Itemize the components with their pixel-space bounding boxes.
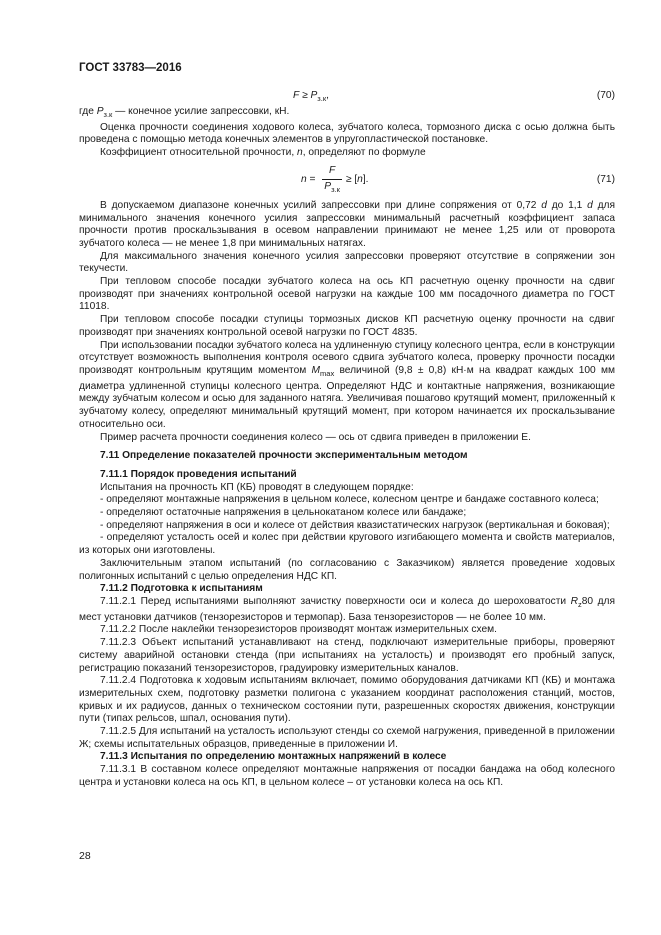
section-heading-7-11: 7.11 Определение показателей прочности экспериментальным методом xyxy=(100,450,468,462)
eq70-F: F xyxy=(293,90,300,101)
p3-b: до 1,1 xyxy=(546,199,588,211)
paragraph-12: 7.11.2.2 После наклейки тензорезисторов производят монтаж измерительных схем. xyxy=(100,624,498,636)
section-heading-7-11-1: 7.11.1 Порядок проведения испытаний xyxy=(100,468,297,480)
p7-b: величиной (9,8 ± 0,8) кН·м на квадрат каждых 100 мм диаметра удлиненной ступицы колесного центра. Определяют НДС и контактные напряжения, возникающие между зубчатым колесом и осью для заданного натяга. Увеличивая пошагово крутящий момент, приложенный к зубчатому колесу, определяют минимальный крутящий момент, при котором начинается их проскальзывание относительно оси. xyxy=(79,364,615,430)
eq70-sub: з.к xyxy=(317,94,327,104)
paragraph-10: Заключительным этапом испытаний (по согласованию с Заказчиком) является проведение ходовых полигонных испытаний с целью определения НДС КП. xyxy=(79,557,615,582)
list-item-3: - определяют напряжения в оси и колесе от действия квазистатических нагрузок (вертикальная и боковая); xyxy=(100,519,610,531)
paragraph-13: 7.11.2.3 Объект испытаний устанавливают на стенд, подключают измерительные приборы, проверяют систему аварийной остановки стенда (при испытаниях на усталость) и производят его пробный запуск, регистрацию показаний тензорезисторов, градуировку измерительных каналов. xyxy=(79,637,615,674)
formula-70 xyxy=(293,90,329,106)
paragraph-9: Испытания на прочность КП (КБ) проводят в следующем порядке: xyxy=(100,481,414,493)
eq71-fraction xyxy=(322,165,342,196)
where-sub: з.к xyxy=(103,110,113,120)
paragraph-1: Оценка прочности соединения ходового колеса, зубчатого колеса, тормозного диска с осью должна быть проведена с помощью метода конечных элементов в упругопластической постановке. xyxy=(79,121,615,146)
eq71-rhs: ≥ [ xyxy=(345,174,358,186)
p7-M: M xyxy=(311,364,321,376)
p2-a: Коэффициент относительной прочности, xyxy=(100,147,298,159)
paragraph-6: При тепловом способе посадки ступицы тормозных дисков КП расчетную оценку прочности на сдвиг производят при значениях контрольной осевой нагрузки по ГОСТ 4835. xyxy=(79,314,615,338)
list-item-4: - определяют усталость осей и колес при действии кругового изгибающего момента и свойств материалов, из которых они изготовлены. xyxy=(79,532,615,557)
paragraph-11 xyxy=(79,596,615,624)
document-header: ГОСТ 33783—2016 xyxy=(79,62,182,74)
p2-n: n xyxy=(297,147,303,159)
paragraph-where xyxy=(79,106,615,122)
where-a: где xyxy=(79,106,97,117)
paragraph-8: Пример расчета прочности соединения колесо — ось от сдвига приведен в приложении Е. xyxy=(100,431,531,443)
paragraph-7 xyxy=(79,340,615,432)
p2-b: , определяют по формуле xyxy=(302,147,426,159)
p3-a: В допускаемом диапазоне конечных усилий запрессовки при длине сопряжения от 0,72 xyxy=(100,199,542,211)
equation-71 xyxy=(79,164,615,198)
eq70-comma: , xyxy=(326,90,329,101)
p3-d2: d xyxy=(587,199,593,211)
p11-a: 7.11.2.1 Перед испытаниями выполняют зачистку поверхности оси и колеса до шероховатости xyxy=(100,595,571,607)
p3-d1: d xyxy=(541,199,547,211)
eq71-rhs-end: ]. xyxy=(362,174,369,186)
where-P: P xyxy=(96,106,104,117)
paragraph-16: 7.11.3.1 В составном колесе определяют монтажные напряжения от посадки бандажа на обод колесного центра и установки колеса на ось КП, в цельном колесе – от установки колеса на ось КП. xyxy=(79,764,615,788)
equation-70 xyxy=(79,90,615,106)
section-heading-7-11-2: 7.11.2 Подготовка к испытаниям xyxy=(100,583,263,595)
p11-b: 80 для мест установки датчиков (тензорезисторов и термопар). База тензорезисторов — не более 10 мм. xyxy=(79,595,615,623)
eq71-rhs-n: n xyxy=(357,174,363,186)
paragraph-5: При тепловом способе посадки зубчатого колеса на ось КП расчетную оценку прочности на сдвиг производят при значениях контрольной осевой нагрузки на каждые 100 мм посадочного диаметра по ГОСТ 11018. xyxy=(79,276,615,313)
eq70-P: P xyxy=(310,90,318,101)
paragraph-4: Для максимального значения конечного усилия запрессовки проверяют отсутствие в сопряжении зон текучести. xyxy=(79,250,615,275)
eq71-numerator: F xyxy=(328,165,336,177)
where-b: — конечное усилие запрессовки, кН. xyxy=(112,106,290,117)
equation-number-71: (71) xyxy=(596,173,615,185)
eq71-den-P: P xyxy=(324,180,332,192)
page-number: 28 xyxy=(79,850,91,862)
eq70-ge: ≥ xyxy=(299,90,311,101)
p7-a: При использовании посадки зубчатого колеса на удлиненную ступицу колесного центра, если в конструкции отсутствует возможность выполнения контроля осевого сдвига зубчатого колеса, проверку прочности посадки производят контрольным крутящим моментом xyxy=(79,339,615,376)
formula-71 xyxy=(301,164,369,198)
p3-c: для минимального значения конечного усилия запрессовки минимальный расчетный коэффициент запаса прочности против проскальзывания в осевом направлении принимают не менее 1,25 или от проворота зубчатого колеса — не менее 1,8 при минимальных натягах. xyxy=(79,199,615,249)
list-item-2: - определяют остаточные напряжения в цельнокатаном колесе или бандаже; xyxy=(100,507,467,519)
page-content xyxy=(79,90,615,790)
eq71-n: n xyxy=(301,174,307,186)
section-heading-7-11-3: 7.11.3 Испытания по определению монтажных напряжений в колесе xyxy=(100,751,447,763)
paragraph-14: 7.11.2.4 Подготовка к ходовым испытаниям включает, помимо оборудования датчиками КП (КБ) и монтажа измерительных схем, подготовку разметки полигона с указанием координат расположения станций, мостов, кривых и их радиусов, данных о техническом состоянии пути, разрешенных скоростях движения, конструкции пути (типах рельсов, шпал, основания пути). xyxy=(79,675,615,725)
eq71-den-sub: з.к xyxy=(331,184,340,194)
paragraph-15: 7.11.2.5 Для испытаний на усталость используют стенды со схемой нагружения, приведенной в приложении Ж; схемы испытательных образцов, приведенные в приложении И. xyxy=(79,726,615,750)
list-item-1: - определяют монтажные напряжения в цельном колесе, колесном центре и бандаже составного колеса; xyxy=(100,494,599,506)
eq71-eq: = xyxy=(306,174,319,186)
p11-sub: z xyxy=(577,600,582,609)
paragraph-3 xyxy=(79,200,615,251)
eq71-denominator xyxy=(322,179,342,197)
p11-R: R xyxy=(570,595,578,607)
p7-sub: max xyxy=(320,369,335,379)
paragraph-2 xyxy=(79,147,615,160)
equation-number-70: (70) xyxy=(596,90,615,101)
